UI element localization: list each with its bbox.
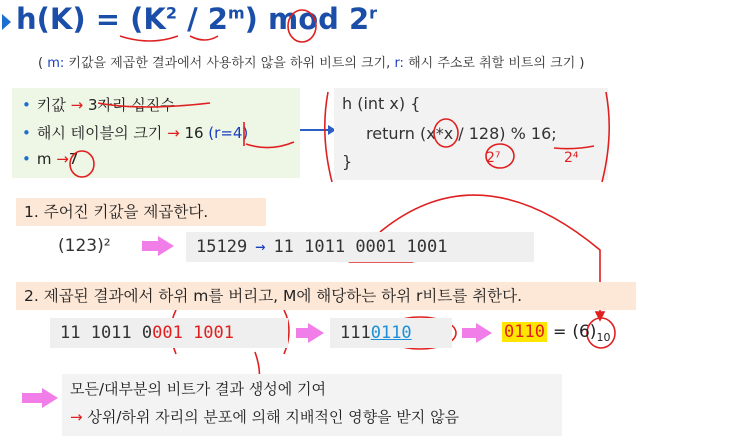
pink-arrow-icon (158, 236, 174, 256)
pink-arrow-icon (476, 323, 492, 343)
step-2-label: 2. 제곱된 결과에서 하위 m를 버리고, M에 해당하는 하위 r비트를 취한다. (16, 282, 636, 310)
code-line: return (x*x / 128) % 16; (366, 124, 557, 143)
subtitle: ( m: 키값을 제곱한 결과에서 사용하지 않을 하위 비트의 크기, r: 해시 주소로 취할 비트의 크기 ) (38, 56, 585, 71)
conclusion-line: 모든/대부분의 비트가 결과 생성에 기여 (70, 380, 326, 398)
connector-arrow-icon (300, 122, 336, 138)
pink-arrow-body (462, 328, 476, 338)
parameter-list (12, 88, 300, 178)
list-item: • 키값 → 3자리 십진수 (22, 96, 175, 114)
pink-arrow-body (142, 241, 158, 251)
pink-arrow-body (296, 328, 308, 338)
list-item: • 해시 테이블의 크기 → 16 (r=4) (22, 124, 249, 142)
list-item: • m →7 (22, 150, 79, 168)
pink-arrow-icon (308, 323, 324, 343)
page-title: $h(K) = (K^2 / 2^m)$ mod 2$^r$ (16, 2, 378, 36)
step-1-input: (123)² (58, 236, 111, 256)
code-block (334, 88, 608, 180)
pink-arrow-body (22, 393, 42, 403)
conclusion-line: → 상위/하위 자리의 분포에 의해 지배적인 영향을 받지 않음 (70, 408, 460, 426)
title-arrow-icon (2, 14, 11, 30)
annotation: 2⁷ (486, 150, 501, 166)
code-line: } (342, 152, 353, 171)
step-2-binary: 11 1011 0001 1001 (50, 318, 288, 348)
step-2-result: $0110 = (6)_{10}$ (504, 322, 611, 345)
step-2-kept: 1110110 (330, 318, 452, 348)
code-line: h (int x) { (342, 94, 421, 113)
pink-arrow-icon (42, 388, 58, 408)
step-1-label: 1. 주어진 키값을 제곱한다. (16, 198, 266, 226)
conclusion-box (62, 374, 562, 436)
step-1-result: 15129 → 11 1011 0001 1001 (186, 232, 534, 262)
annotation: 2⁴ (564, 150, 579, 166)
